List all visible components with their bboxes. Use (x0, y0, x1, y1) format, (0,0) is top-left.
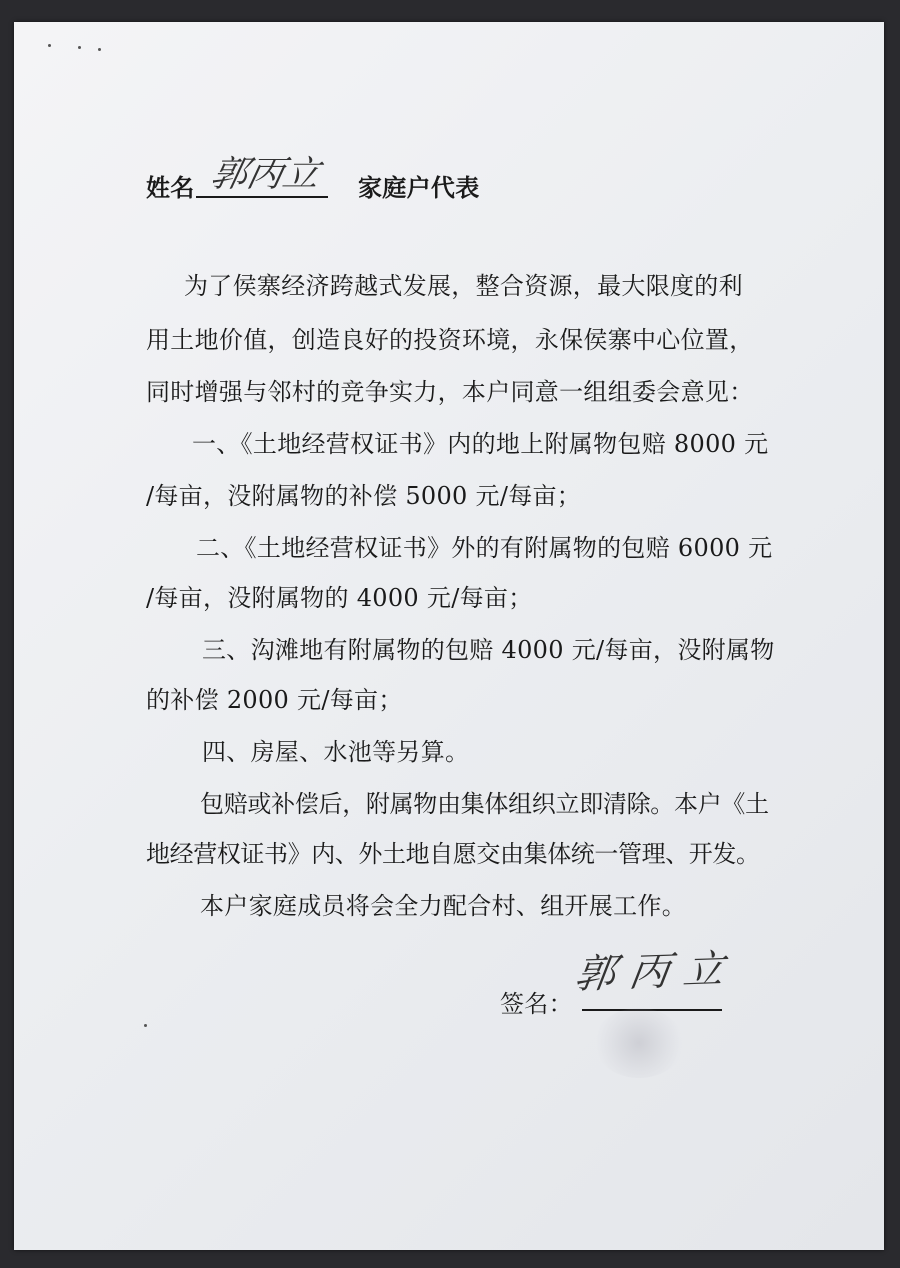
paragraph-2-line-1: 包赔或补偿后，附属物由集体组织立即清除。本户《土 (200, 790, 769, 818)
role-label: 家庭户代表 (358, 173, 480, 202)
item-2-line-1: 二、《土地经营权证书》外的有附属物的包赔 6000 元 (196, 534, 773, 562)
signature-handwritten: 郭丙立 (571, 946, 742, 998)
item-1-line-1: 一、《土地经营权证书》内的地上附属物包赔 8000 元 (192, 430, 769, 458)
signature-label: 签名： (500, 990, 573, 1018)
document-sheet (14, 22, 884, 1250)
paragraph-1-line-2: 用土地价值，创造良好的投资环境，永保侯寨中心位置， (146, 326, 754, 354)
name-signature: 郭丙立 (207, 154, 324, 195)
fingerprint-smudge (594, 1008, 684, 1078)
paper-speck (78, 46, 81, 49)
item-3-line-2: 的补偿 2000 元/每亩； (146, 686, 403, 714)
item-3-line-1: 三、沟滩地有附属物的包赔 4000 元/每亩，没附属物 (202, 636, 775, 664)
item-2-line-2: /每亩，没附属物的 4000 元/每亩； (146, 584, 533, 612)
paragraph-1-line-3: 同时增强与邻村的竞争实力，本户同意一组组委会意见： (146, 378, 754, 406)
name-label: 姓名 (146, 173, 195, 202)
paper-speck (48, 44, 51, 47)
paragraph-1-line-1: 为了侯寨经济跨越式发展，整合资源，最大限度的利 (184, 272, 743, 300)
paragraph-2-line-2: 地经营权证书》内、外土地自愿交由集体统一管理、开发。 (146, 840, 760, 868)
name-underline (196, 196, 328, 198)
item-4-line-1: 四、房屋、水池等另算。 (202, 738, 470, 766)
paper-speck (144, 1024, 147, 1027)
paragraph-3-line-1: 本户家庭成员将会全力配合村、组开展工作。 (200, 892, 686, 920)
item-1-line-2: /每亩，没附属物的补偿 5000 元/每亩； (146, 482, 582, 510)
paper-speck (98, 48, 101, 51)
